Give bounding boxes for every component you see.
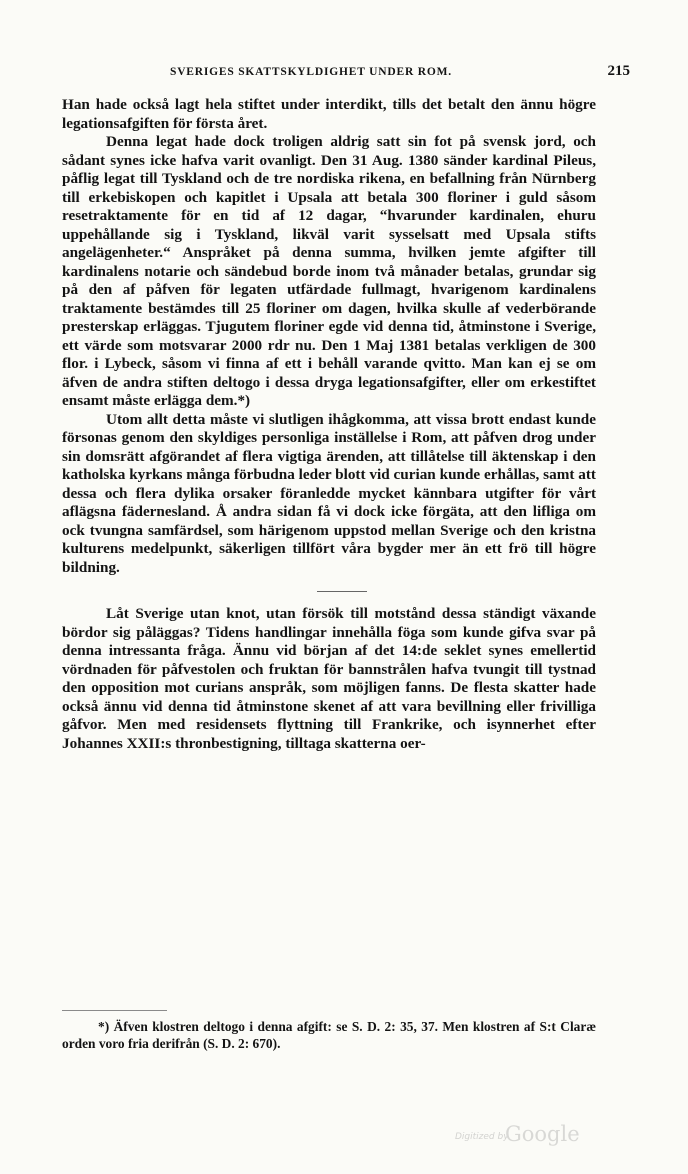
separator-line <box>317 591 367 592</box>
paragraph-2: Denna legat hade dock troligen aldrig satt sin fot på svensk jord, och sådant synes icke hafva varit ovanligt. Den 31 Aug. 1380 sänder kardinal Pileus, påflig legat till Tyskland och de tre nordiska rikena, en befallning från Nürnberg till erkebiskopen och kapitlet i Upsala att betala 300 floriner i guld såsom resetraktamente för en tid af 12 dagar, “hvarunder kardinalen, ehuru uppehållande sig i Tyskland, likväl varit sysselsatt med Upsala stifts angelägenheter.“ Anspråket på denna summa, hvilken jemte afgifter till kardinalens notarie och sändebud borde inom två månader betalas, grundar sig på den af påfven för legaten utfärdade fullmagt, hvarigenom kardinalens traktamente bestämdes till 25 floriner om dagen, hvilka skulle af vederbörande presterskap erläggas. Tjugutem floriner egde vid denna tid, åtminstone i Sverige, ett värde som motsvarar 2000 rdr nu. Den 1 Maj 1381 betalas verkligen de 300 flor. i Lybeck, såsom vi finna af ett i behåll varande qvitto. Man kan ej se om äfven de andra stiften deltogo i dessa dryga legationsafgifter, eller om erkestiftet ensamt måste erlägga dem.*) <box>62 133 596 409</box>
watermark-prefix: Digitized by <box>455 1132 509 1142</box>
body-text <box>62 96 596 753</box>
paragraph-1: Han hade också lagt hela stiftet under interdikt, tills det betalt den ännu högre legationsafgiften för första året. <box>62 96 596 132</box>
footnote: *) Äfven klostren deltogo i denna afgift: se S. D. 2: 35, 37. Men klostren af S:t Claræ orden voro fria derifrån (S. D. 2: 670). <box>62 1019 596 1051</box>
digitization-watermark <box>455 1120 605 1150</box>
section-separator <box>62 582 596 600</box>
paragraph-4: Låt Sverige utan knot, utan försök till motstånd dessa ständigt växande bördor sig påläggas? Tidens handlingar innehålla föga som kunde gifva svar på denna intressanta fråga. Ännu vid början af det 14:de seklet synes emellertid vördnaden för påfvestolen och fruktan för bannstrålen hafva tvungit till tystnad den opposition mot curians anspråk, som möjligen fanns. De flesta skatter hade också ännu vid denna tid åtminstone skenet af att vara bevillning eller frivilliga gåfvor. Men med residensets flyttning till Frankrike, och isynnerhet efter Johannes XXII:s thronbestigning, tilltaga skatterna oer- <box>62 605 596 752</box>
paragraph-3: Utom allt detta måste vi slutligen ihågkomma, att vissa brott endast kunde försonas genom den skyldiges personliga inställelse i Rom, att påfven drog under sin domsrätt afgörandet af flera vigtiga ärenden, att tillåtelse till äktenskap i den katholska kyrkans många förbudna leder blott vid curian kunde erhållas, samt att dessa och flera dylika orsaker föranledde mycket kännbara utgifter för vårt aflägsna fädernesland. Å andra sidan få vi dock icke förgäta, att den lifliga om ock tvungna samfärdsel, som härigenom uppstod mellan Sverige och den kristna kulturens medelpunkt, säkerligen tillfört våra bygder mer än ett frö till högre bildning. <box>62 410 596 576</box>
footnote-rule <box>62 1010 167 1011</box>
page-number: 215 <box>607 63 630 79</box>
watermark-logo: Google <box>505 1122 580 1146</box>
page-header <box>62 63 630 85</box>
running-head: SVERIGES SKATTSKYLDIGHET UNDER ROM. <box>170 66 452 78</box>
